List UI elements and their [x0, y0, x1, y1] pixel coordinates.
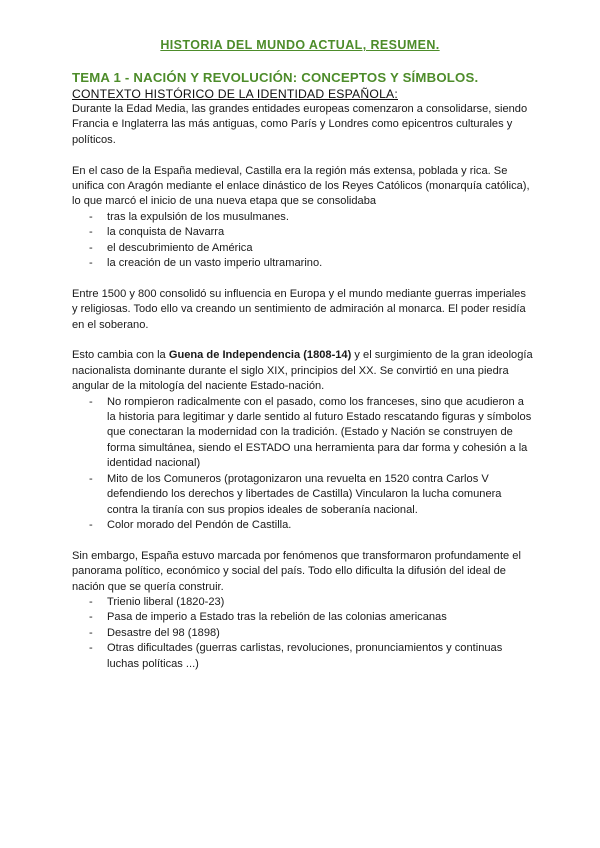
bullet-list — [72, 595, 534, 672]
paragraph: Durante la Edad Media, las grandes entidades europeas comenzaron a consolidarse, siendo Francia e Inglaterra las más antiguas, como París y Londres como epicentros culturales y políticos. — [72, 103, 528, 146]
paragraph: Sin embargo, España estuvo marcada por fenómenos que transformaron profundamente el panorama político, económico y social del país. Todo ello dificulta la difusión del ideal de nación que se quería construir. — [72, 549, 521, 593]
paragraph-text: y el surgimiento de la gran ideología nacionalista dominante durante el siglo XIX, principios del XX. Se convirtió en una piedra angular de la mitología del naciente Estado-nación. — [72, 349, 533, 393]
list-item: - la creación de un vasto imperio ultramarino. — [72, 256, 534, 271]
paragraph — [72, 348, 534, 394]
list-item: - el descubrimiento de América — [72, 241, 534, 256]
list-item: - Color morado del Pendón de Castilla. — [72, 518, 534, 533]
list-item: - la conquista de Navarra — [72, 225, 534, 240]
list-item: - Mito de los Comuneros (protagonizaron una revuelta en 1520 contra Carlos V defendiendo los derechos y libertades de Castilla) Vincularon la lucha comunera contra la tiranía con sus propios ideales de soberanía nacional. — [72, 472, 534, 518]
document-title: HISTORIA DEL MUNDO ACTUAL, RESUMEN. — [160, 38, 440, 52]
list-item: - Pasa de imperio a Estado tras la rebelión de las colonias americanas — [72, 610, 534, 625]
document-body — [72, 102, 534, 687]
paragraph: Entre 1500 y 800 consolidó su influencia en Europa y el mundo mediante guerras imperiales y religiosas. Todo ello va creando un sentimiento de admiración al monarca. El poder residía en el soberano. — [72, 287, 526, 331]
paragraph-text: Esto cambia con la — [72, 349, 169, 362]
list-item: - tras la expulsión de los musulmanes. — [72, 210, 534, 225]
bold-term: Guena de Independencia (1808-14) — [168, 349, 352, 362]
list-item: - Trienio liberal (1820-23) — [72, 595, 534, 610]
list-item: - Otras dificultades (guerras carlistas, revoluciones, pronunciamientos y continuas luchas políticas ...) — [72, 641, 534, 672]
chapter-heading: TEMA 1 - NACIÓN Y REVOLUCIÓN: CONCEPTOS Y SÍMBOLOS. — [72, 70, 479, 85]
paragraph: En el caso de la España medieval, Castilla era la región más extensa, poblada y rica. Se unifica con Aragón mediante el enlace dinástico de los Reyes Católicos (monarquía católica), lo que marcó el inicio de una nueva etapa que se consolidaba — [72, 164, 530, 208]
bullet-list — [72, 210, 534, 272]
list-item: - No rompieron radicalmente con el pasado, como los franceses, sino que acudieron a la historia para legitimar y darle sentido al futuro Estado rescatando figuras y símbolos que conectaran la modernidad con la tradición. (Estado y Nación se construyen de forma simultánea, siendo el ESTADO una herramienta para dar forma y cohesión a la identidad nacional) — [72, 395, 534, 472]
section-heading: CONTEXTO HISTÓRICO DE LA IDENTIDAD ESPAÑOLA: — [72, 87, 398, 101]
list-item: - Desastre del 98 (1898) — [72, 626, 534, 641]
bullet-list — [72, 395, 534, 534]
